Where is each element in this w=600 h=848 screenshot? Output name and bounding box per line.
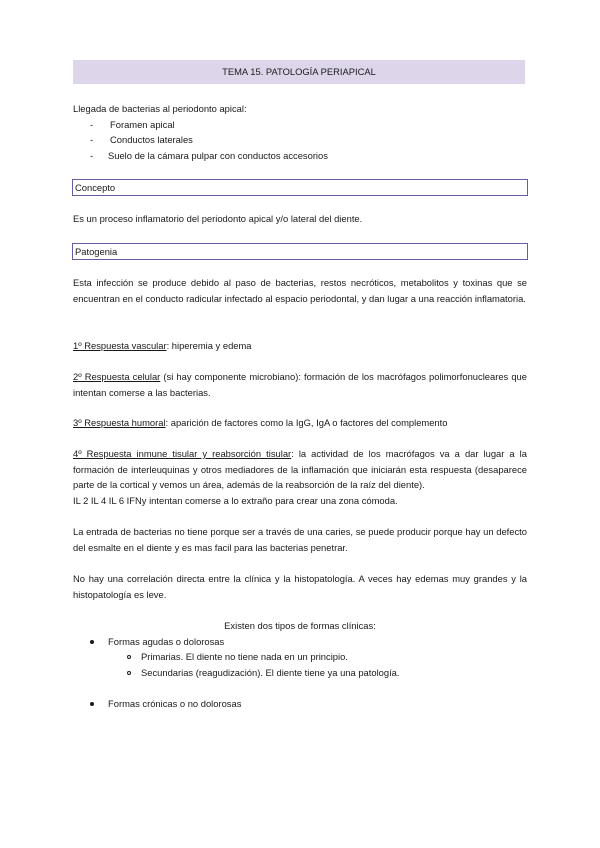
response-label: 3º Respuesta humoral (73, 417, 166, 428)
response-text: (si hay componente microbiano): formación de los macrófagos polimorfonucleares que intentan comerse a las bacterias. (73, 371, 527, 398)
list-item (90, 696, 241, 712)
concepto-text: Es un proceso inflamatorio del periodonto apical y/o lateral del diente. (73, 213, 363, 224)
response-vascular (73, 338, 527, 354)
hollow-bullet-icon (127, 655, 131, 659)
sub-list-item-text: Secundarias (reagudización). El diente tiene ya una patología. (141, 667, 400, 678)
response-label: 4º Respuesta inmune tisular y reabsorción tisular (73, 448, 292, 459)
forms-heading: Existen dos tipos de formas clínicas: (224, 620, 376, 631)
document-title: TEMA 15. PATOLOGÍA PERIAPICAL (73, 60, 525, 84)
response-text: : aparición de factores como la IgG, IgA o factores del complemento (165, 417, 448, 428)
dash-marker: - (90, 134, 94, 145)
list-item (90, 117, 175, 133)
caries-paragraph: La entrada de bacterias no tiene porque ser a través de una caries, se puede producir porque hay un defecto del esmalte en el diente y es mas facil para las bacterias penetrar. (73, 526, 527, 553)
hollow-bullet-icon (127, 671, 131, 675)
cytokines-text: IL 2 IL 4 IL 6 IFNy intentan comerse a lo extraño para crear una zona cómoda. (73, 495, 398, 506)
sub-list-item-text: Primarias. El diente no tiene nada en un principio. (141, 651, 348, 662)
intro-heading: Llegada de bacterias al periodonto apical: (73, 103, 247, 114)
list-item-text: Suelo de la cámara pulpar con conductos accesorios (108, 150, 328, 161)
list-item (90, 148, 328, 164)
sub-list-item (127, 649, 348, 665)
list-item-text: Foramen apical (110, 119, 175, 130)
list-item (90, 634, 224, 650)
dash-marker: - (90, 150, 94, 161)
list-item-text: Formas agudas o dolorosas (108, 636, 225, 647)
list-item-text: Conductos laterales (110, 134, 193, 145)
list-item (90, 132, 193, 148)
response-celular (73, 369, 527, 400)
sub-list-item (127, 665, 400, 681)
response-text: : hiperemia y edema (166, 340, 252, 351)
list-item-text: Formas crónicas o no dolorosas (108, 698, 242, 709)
bullet-icon (90, 702, 94, 706)
section-heading-concepto: Concepto (72, 179, 528, 196)
response-text: : la actividad de los macrófagos va a dar lugar a la formación de interleuquinas y otros mediadores de la inflamación que iniciarán esta respuesta (desaparece parte de la cortical y vemos un área, además de la reabsorción de la raíz del diente). (73, 448, 527, 490)
response-humoral (73, 415, 527, 431)
response-label: 1º Respuesta vascular (73, 340, 167, 351)
clinica-paragraph: No hay una correlación directa entre la clínica y la histopatología. A veces hay edemas muy grandes y la histopatología es leve. (73, 573, 527, 600)
dash-marker: - (90, 119, 94, 130)
bullet-icon (90, 640, 94, 644)
patogenia-text: Esta infección se produce debido al paso de bacterias, restos necróticos, metabolitos y toxinas que se encuentran en el conducto radicular infectado al espacio periodontal, y dan lugar a una reacción inflamatoria. (73, 277, 527, 304)
section-heading-patogenia: Patogenia (72, 243, 528, 260)
response-inmune (73, 446, 527, 493)
response-label: 2º Respuesta celular (73, 371, 161, 382)
